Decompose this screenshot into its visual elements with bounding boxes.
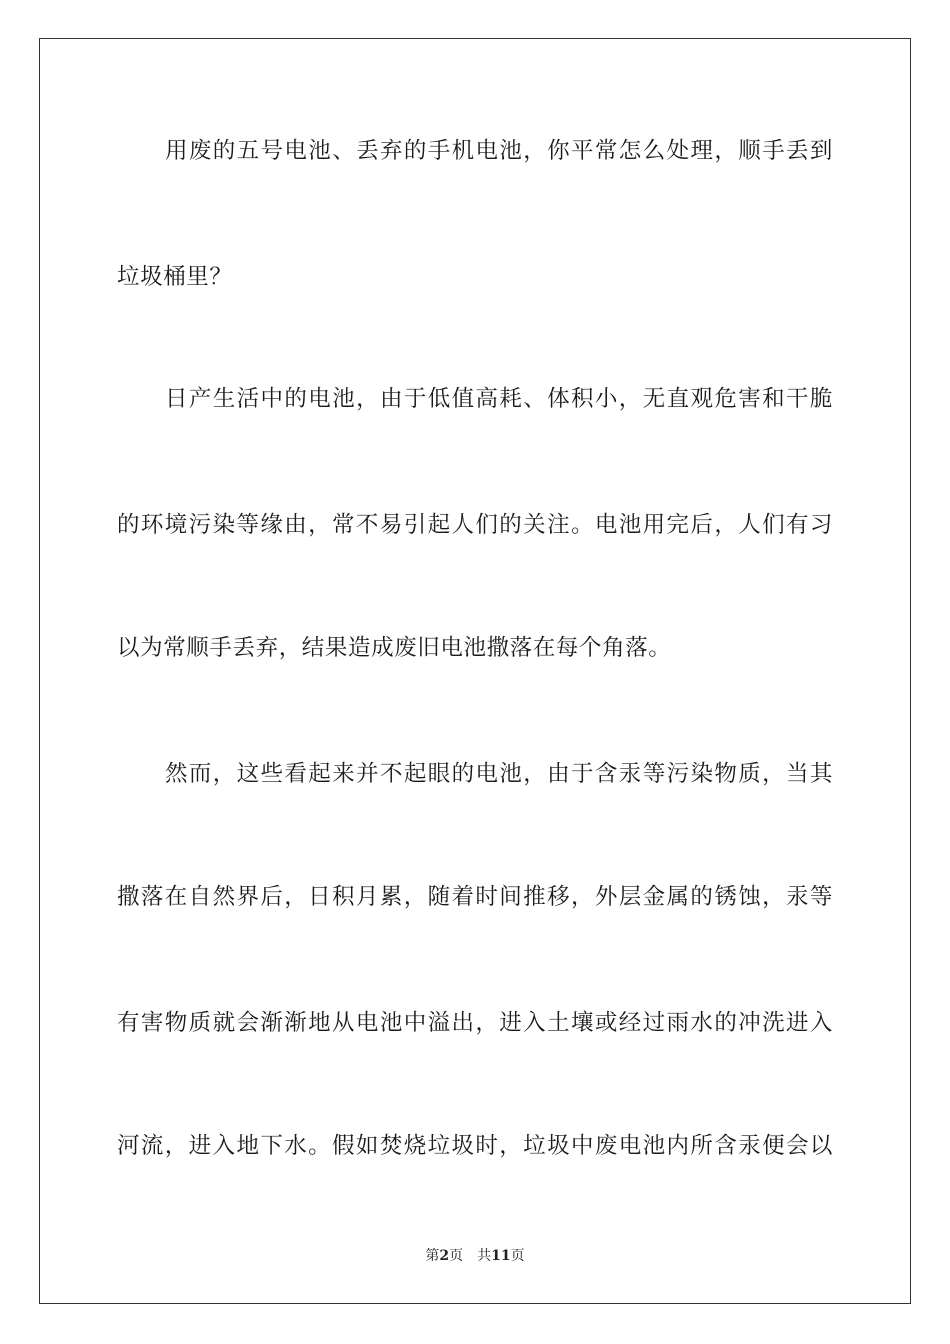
paragraph-line: 用废的五号电池、丢弃的手机电池，你平常怎么处理，顺手丢到 — [165, 138, 833, 164]
paragraph-line: 撒落在自然界后，日积月累，随着时间推移，外层金属的锈蚀，汞等 — [117, 884, 833, 910]
page-number: 2 — [439, 1248, 450, 1264]
paragraph-line: 日产生活中的电池，由于低值高耗、体积小，无直观危害和干脆 — [165, 386, 833, 412]
page-border — [39, 38, 911, 1304]
paragraph-line: 然而，这些看起来并不起眼的电池，由于含汞等污染物质，当其 — [165, 761, 833, 787]
paragraph-line: 有害物质就会渐渐地从电池中溢出，进入土壤或经过雨水的冲洗进入 — [117, 1010, 833, 1036]
total-label-prefix: 共 — [477, 1248, 492, 1264]
total-pages: 11 — [491, 1248, 511, 1264]
total-label-suffix: 页 — [510, 1248, 525, 1264]
paragraph-line: 河流，进入地下水。假如焚烧垃圾时，垃圾中废电池内所含汞便会以 — [117, 1133, 833, 1159]
page-label-prefix: 第 — [425, 1248, 440, 1264]
page-footer — [0, 1246, 950, 1266]
paragraph-line: 以为常顺手丢弃，结果造成废旧电池撒落在每个角落。 — [117, 635, 672, 661]
paragraph-line: 垃圾桶里？ — [117, 264, 233, 290]
paragraph-line: 的环境污染等缘由，常不易引起人们的关注。电池用完后，人们有习 — [117, 512, 833, 538]
page-label-suffix: 页 — [449, 1248, 464, 1264]
